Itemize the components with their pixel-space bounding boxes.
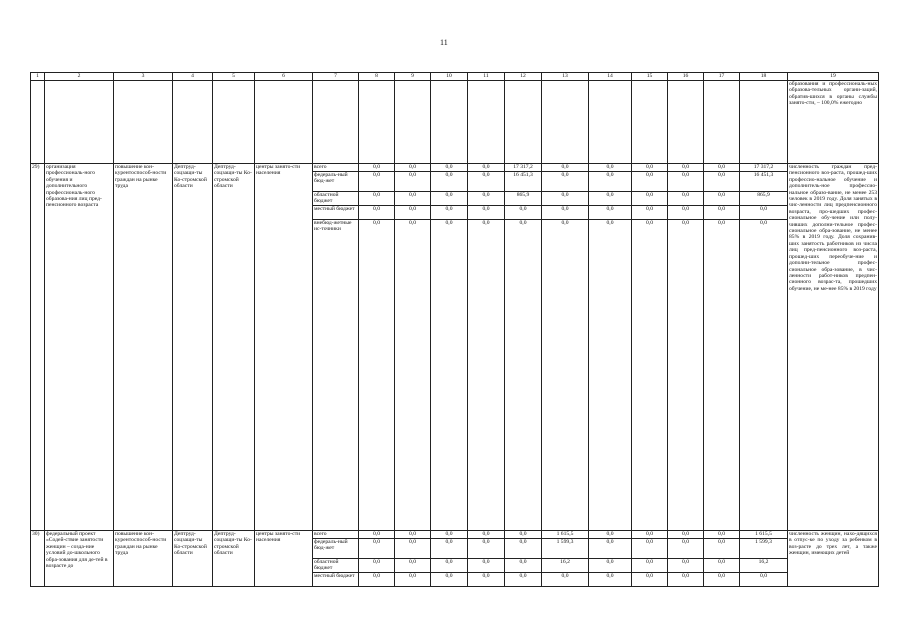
value-cell: 0,0 xyxy=(359,206,395,220)
value-cell: 0,0 xyxy=(468,164,505,172)
source-label: всего xyxy=(313,164,359,172)
value-cell: 17 317,2 xyxy=(505,164,542,172)
value-cell: 0,0 xyxy=(740,220,788,531)
source-label: областной бюджет xyxy=(313,192,359,206)
recipient: центры занято-сти населения xyxy=(255,531,313,587)
value-cell: 0,0 xyxy=(668,220,704,531)
value-cell: 0,0 xyxy=(632,559,668,573)
value-cell: 0,0 xyxy=(668,559,704,573)
column-number: 1 xyxy=(31,73,45,81)
value-cell: 0,0 xyxy=(632,531,668,539)
value-cell: 0,0 xyxy=(395,172,431,192)
column-number: 2 xyxy=(45,73,114,81)
value-cell: 0,0 xyxy=(704,559,740,573)
value-cell: 0,0 xyxy=(704,172,740,192)
value-cell: 0,0 xyxy=(505,220,542,531)
value-cell: 0,0 xyxy=(468,172,505,192)
value-cell: 0,0 xyxy=(395,206,431,220)
value-cell: 0,0 xyxy=(668,192,704,206)
value-cell: 0,0 xyxy=(468,539,505,559)
value-cell: 0,0 xyxy=(632,172,668,192)
column-number: 18 xyxy=(740,73,788,81)
column-number: 10 xyxy=(431,73,468,81)
source-label: местный бюджет xyxy=(313,573,359,587)
value-cell: 0,0 xyxy=(359,220,395,531)
column-number: 19 xyxy=(788,73,879,81)
value-cell: 0,0 xyxy=(505,206,542,220)
value-cell: 0,0 xyxy=(505,539,542,559)
value-cell: 0,0 xyxy=(505,573,542,587)
value-cell: 0,0 xyxy=(589,559,632,573)
value-cell: 16 451,3 xyxy=(505,172,542,192)
value-cell: 0,0 xyxy=(359,573,395,587)
value-cell: 0,0 xyxy=(395,559,431,573)
source-row xyxy=(31,164,879,172)
value-cell: 0,0 xyxy=(431,220,468,531)
value-cell: 0,0 xyxy=(589,172,632,192)
value-cell: 0,0 xyxy=(589,539,632,559)
value-cell: 0,0 xyxy=(395,573,431,587)
source-label: федераль-ный бюд-жет xyxy=(313,539,359,559)
value-cell: 0,0 xyxy=(668,164,704,172)
value-cell: 0,0 xyxy=(668,206,704,220)
row-number: 29) xyxy=(31,164,45,531)
column-number: 7 xyxy=(313,73,359,81)
value-cell: 0,0 xyxy=(359,559,395,573)
value-cell: 0,0 xyxy=(632,206,668,220)
column-numbers-row xyxy=(31,73,879,81)
source-label: областной бюджет xyxy=(313,559,359,573)
value-cell: 0,0 xyxy=(468,220,505,531)
row-number: 30) xyxy=(31,531,45,587)
value-cell: 0,0 xyxy=(395,539,431,559)
value-cell: 0,0 xyxy=(632,539,668,559)
value-cell: 1 599,3 xyxy=(542,539,589,559)
value-cell: 0,0 xyxy=(542,573,589,587)
source-label: федераль-ный бюд-жет xyxy=(313,172,359,192)
value-cell: 0,0 xyxy=(704,164,740,172)
value-cell: 0,0 xyxy=(589,192,632,206)
value-cell: 0,0 xyxy=(632,164,668,172)
measure-goal: повышение кон-курентоспособ-ности граждан на рынке труда xyxy=(114,164,173,531)
value-cell: 0,0 xyxy=(589,206,632,220)
value-cell: 0,0 xyxy=(542,220,589,531)
value-cell: 0,0 xyxy=(668,531,704,539)
co-executor: Дептруд-соцзащи-ты Ко-стромской области xyxy=(213,164,255,531)
value-cell: 865,9 xyxy=(740,192,788,206)
value-cell: 0,0 xyxy=(668,539,704,559)
value-cell: 1 615,5 xyxy=(542,531,589,539)
value-cell: 0,0 xyxy=(395,531,431,539)
source-row xyxy=(31,531,879,539)
value-cell: 0,0 xyxy=(359,531,395,539)
value-cell: 0,0 xyxy=(589,164,632,172)
value-cell: 0,0 xyxy=(395,164,431,172)
measure-goal: повышение кон-курентоспособ-ности граждан на рынке труда xyxy=(114,531,173,587)
value-cell: 0,0 xyxy=(632,573,668,587)
value-cell: 16,2 xyxy=(542,559,589,573)
value-cell: 0,0 xyxy=(589,573,632,587)
value-cell: 0,0 xyxy=(505,559,542,573)
source-label: внебюд-жетные ис-точники xyxy=(313,220,359,531)
value-cell: 0,0 xyxy=(359,172,395,192)
value-cell: 1 615,5 xyxy=(740,531,788,539)
value-cell: 0,0 xyxy=(468,192,505,206)
value-cell: 0,0 xyxy=(589,220,632,531)
value-cell: 0,0 xyxy=(468,531,505,539)
value-cell: 0,0 xyxy=(704,206,740,220)
value-cell: 0,0 xyxy=(395,192,431,206)
value-cell: 0,0 xyxy=(431,206,468,220)
value-cell: 0,0 xyxy=(431,539,468,559)
expected-result: численность женщин, нахо-дящихся в отпус-ке по уходу за ребенком в воз-расте до трех лет, а также женщин, имеющих детей xyxy=(788,531,879,587)
value-cell: 0,0 xyxy=(431,164,468,172)
value-cell: 0,0 xyxy=(589,531,632,539)
value-cell: 0,0 xyxy=(542,172,589,192)
value-cell: 0,0 xyxy=(704,220,740,531)
value-cell: 1 599,3 xyxy=(740,539,788,559)
value-cell: 0,0 xyxy=(431,531,468,539)
value-cell: 0,0 xyxy=(740,573,788,587)
column-number: 15 xyxy=(632,73,668,81)
value-cell: 0,0 xyxy=(431,573,468,587)
executor: Дептруд-соцзащи-ты Ко-стромской области xyxy=(173,531,213,587)
measure-name: федеральный проект «Содей-ствие занятости женщин – созда-ние условий до-школьного обра-зования для де-тей в возрасте до xyxy=(45,531,114,587)
column-number: 12 xyxy=(505,73,542,81)
co-executor: Дептруд-соцзащи-ты Ко-стромской области xyxy=(213,531,255,587)
column-number: 4 xyxy=(173,73,213,81)
source-label: местный бюджет xyxy=(313,206,359,220)
value-cell: 0,0 xyxy=(704,192,740,206)
value-cell: 0,0 xyxy=(468,573,505,587)
value-cell: 865,9 xyxy=(505,192,542,206)
value-cell: 0,0 xyxy=(542,164,589,172)
column-number: 6 xyxy=(255,73,313,81)
column-number: 9 xyxy=(395,73,431,81)
value-cell: 0,0 xyxy=(704,539,740,559)
value-cell: 0,0 xyxy=(431,192,468,206)
program-table xyxy=(30,72,879,587)
value-cell: 16,2 xyxy=(740,559,788,573)
expected-result: численность граждан пред-пенсионного воз-раста, прошед-ших профессио-нальное обучение и дополнитель-ное профессио-нальное образо-вание, не менее 253 человек в 2019 году. Доля занятых в чис-ленности лиц предпенсионного возраста, про-шедших профес-сиональное обу-чение или полу-чивших дополни-тельное профес-сиональное обра-зование, не менее 85% в 2019 году. Доля сохранив-ших занятость работников из числа лиц пред-пенсионного воз-раста, прошед-ших переобуче-ние и дополни-тельное профес-сиональное обра-зование, в чис-ленности работ-ников предпен-сионного возрас-та, прошедших обучение, не ме-нее 85% в 2019 году xyxy=(788,164,879,531)
recipient: центры занято-сти населения xyxy=(255,164,313,531)
column-number: 3 xyxy=(114,73,173,81)
value-cell: 0,0 xyxy=(704,531,740,539)
value-cell: 16 451,3 xyxy=(740,172,788,192)
value-cell: 0,0 xyxy=(668,573,704,587)
value-cell: 0,0 xyxy=(542,192,589,206)
value-cell: 0,0 xyxy=(505,531,542,539)
column-number: 8 xyxy=(359,73,395,81)
value-cell: 0,0 xyxy=(431,172,468,192)
value-cell: 0,0 xyxy=(542,206,589,220)
value-cell: 0,0 xyxy=(632,192,668,206)
value-cell: 17 317,2 xyxy=(740,164,788,172)
value-cell: 0,0 xyxy=(740,206,788,220)
value-cell: 0,0 xyxy=(668,172,704,192)
continuation-result: образования и профессиональ-ных образова-тельных органи-заций, обратив-шихся в органы службы занято-сти, – 100,0% ежегодно xyxy=(788,81,879,164)
measure-name: организация профессиональ-ного обучения и дополнительного профессиональ-ного образова-ния лиц пред-пенсионного возраста xyxy=(45,164,114,531)
source-label: всего xyxy=(313,531,359,539)
column-number: 5 xyxy=(213,73,255,81)
value-cell: 0,0 xyxy=(632,220,668,531)
continuation-row xyxy=(31,81,879,164)
page-number: 11 xyxy=(440,38,448,47)
column-number: 16 xyxy=(668,73,704,81)
column-number: 11 xyxy=(468,73,505,81)
value-cell: 0,0 xyxy=(431,559,468,573)
executor: Дептруд-соцзащи-ты Ко-стромской области xyxy=(173,164,213,531)
value-cell: 0,0 xyxy=(359,539,395,559)
column-number: 14 xyxy=(589,73,632,81)
column-number: 17 xyxy=(704,73,740,81)
value-cell: 0,0 xyxy=(359,192,395,206)
value-cell: 0,0 xyxy=(468,206,505,220)
value-cell: 0,0 xyxy=(359,164,395,172)
value-cell: 0,0 xyxy=(468,559,505,573)
column-number: 13 xyxy=(542,73,589,81)
value-cell: 0,0 xyxy=(704,573,740,587)
value-cell: 0,0 xyxy=(395,220,431,531)
